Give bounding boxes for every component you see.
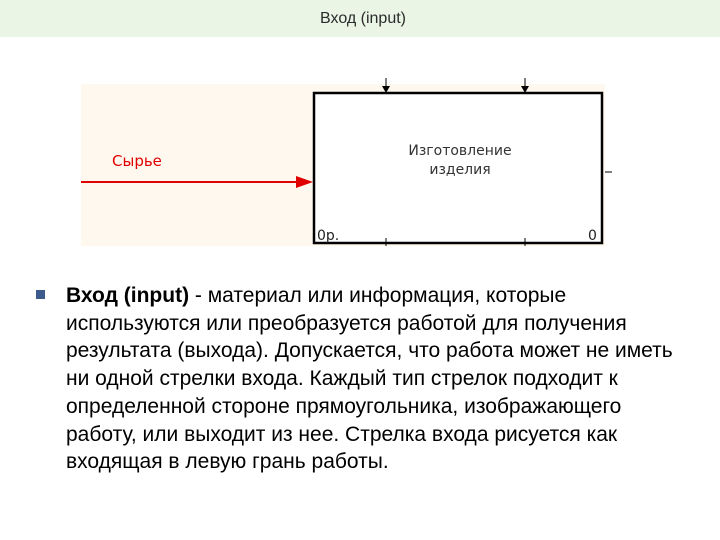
activity-cost-label: 0р. (317, 228, 340, 244)
activity-name-line1: Изготовление (408, 143, 512, 159)
bullet-square-icon (36, 290, 45, 299)
definition-paragraph (66, 282, 696, 476)
idef0-diagram (0, 0, 720, 260)
input-arrow-label: Сырье (112, 152, 162, 170)
definition-text: - материал или информация, которые используются или преобразуется работой для получения результата (выхода). Допускается, что работа может не иметь ни одной стрелки входа. Каждый тип стрелок подходит к определенной стороне прямоугольника, изображающего работу, или выходит из нее. Стрелка входа рисуется как входящая в левую грань работы. (66, 284, 673, 474)
activity-number-label: 0 (588, 228, 597, 244)
definition-term: Вход (input) (66, 284, 190, 307)
diagram-canvas (0, 0, 720, 260)
activity-name-line2: изделия (429, 162, 491, 178)
slide-title: Вход (input) (320, 9, 406, 27)
definition-bullet (36, 282, 696, 476)
